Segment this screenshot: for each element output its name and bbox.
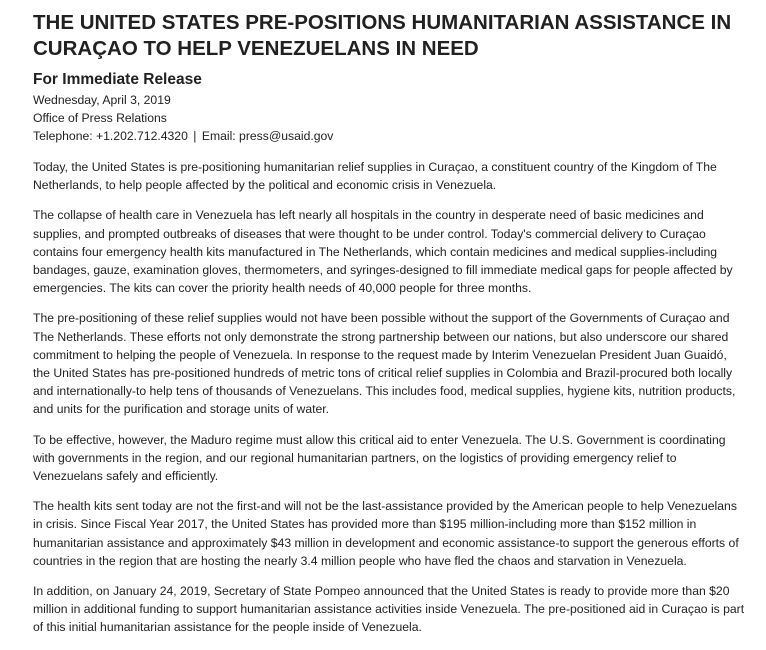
release-date: Wednesday, April 3, 2019 <box>33 93 171 107</box>
body-paragraph: Today, the United States is pre-positioning humanitarian relief supplies in Curaçao, a constituent country of the Kingdom of The Netherlands, to help people affected by the political and economic crisis in Venezuela. <box>33 160 717 193</box>
body-paragraph: In addition, on January 24, 2019, Secretary of State Pompeo announced that the United States is ready to provide more than $20 million in additional funding to support humanitarian assistance activities inside Venezuela. The pre-positioned aid in Curaçao is part of this initial humanitarian assistance for the people inside of Venezuela. <box>33 584 745 635</box>
release-meta <box>33 91 746 145</box>
body-paragraph: The pre-positioning of these relief supplies would not have been possible without the support of the Governments of Curaçao and The Netherlands. These efforts not only demonstrate the strong partnership between our nations, but also underscore our shared commitment to helping the people of Venezuela. In response to the request made by Interim Venezuelan President Juan Guaidó, the United States has pre-positioned hundreds of metric tons of critical relief supplies in Colombia and Brazil-procured both locally and internationally-to help tens of thousands of Venezuelans. This includes food, medical supplies, hygiene kits, nutrition products, and units for the purification and storage units of water. <box>33 311 736 417</box>
release-telephone: Telephone: +1.202.712.4320 <box>33 129 188 143</box>
release-body <box>33 158 746 637</box>
release-subhead: For Immediate Release <box>33 71 202 88</box>
body-paragraph: The collapse of health care in Venezuela has left nearly all hospitals in the country in desperate need of basic medicines and supplies, and prompted outbreaks of diseases that were thought to be under control. Today's commercial delivery to Curaçao contains four emergency health kits manufactured in The Netherlands, which contain medicines and medical supplies-including bandages, gauze, examination gloves, thermometers, and syringes-designed to fill immediate medical gaps for people affected by emergencies. The kits can cover the priority health needs of 40,000 people for three months. <box>33 208 733 296</box>
release-title: THE UNITED STATES PRE-POSITIONS HUMANITARIAN ASSISTANCE IN CURAÇAO TO HELP VENEZUELANS IN NEED <box>33 11 732 60</box>
body-paragraph: To be effective, however, the Maduro regime must allow this critical aid to enter Venezuela. The U.S. Government is coordinating with governments in the region, and our regional humanitarian partners, on the logistics of providing emergency relief to Venezuelans safely and efficiently. <box>33 432 726 484</box>
body-paragraph: The health kits sent today are not the first-and will not be the last-assistance provided by the American people to help Venezuelans in crisis. Since Fiscal Year 2017, the United States has provided more than $195 million-including more than $152 million in humanitarian assistance and approximately $43 million in development and economic assistance-to support the generous efforts of countries in the region that are hosting the nearly 3.4 million people who have fled the chaos and starvation in Venezuela. <box>33 499 739 568</box>
release-contact <box>33 127 746 145</box>
release-email: Email: press@usaid.gov <box>201 129 334 143</box>
release-office: Office of Press Relations <box>33 111 167 125</box>
contact-separator: | <box>193 129 197 143</box>
